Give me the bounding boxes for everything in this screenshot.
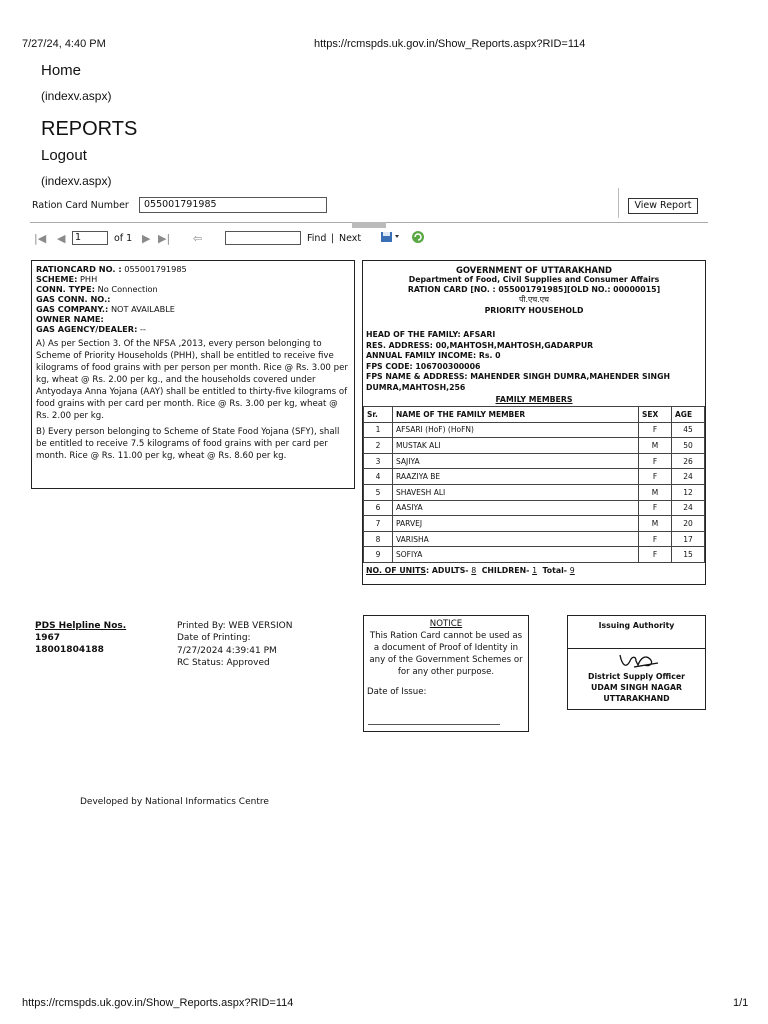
gas-agency-value: --	[139, 324, 146, 334]
conn-type-label: CONN. TYPE:	[36, 284, 96, 294]
find-separator: |	[331, 233, 335, 244]
issuing-state: UTTARAKHAND	[603, 694, 670, 703]
table-row	[364, 453, 705, 469]
units-summary	[363, 563, 705, 575]
member-sr: 2	[364, 438, 393, 454]
units-adults-value: 8	[471, 565, 477, 575]
member-name: SAJIYA	[393, 453, 639, 469]
home-link-url[interactable]: (indexv.aspx)	[41, 89, 112, 103]
footer-url: https://rcmspds.uk.gov.in/Show_Reports.aspx?RID=114	[22, 997, 294, 1009]
member-sr: 7	[364, 516, 393, 532]
scheme-label: SCHEME:	[36, 274, 78, 284]
member-sex: F	[639, 500, 672, 516]
member-age: 26	[672, 453, 705, 469]
member-sr: 1	[364, 422, 393, 438]
gas-company-value: NOT AVAILABLE	[110, 304, 175, 314]
member-sr: 6	[364, 500, 393, 516]
issuing-district: UDAM SINGH NAGAR	[591, 683, 682, 692]
notice-text: This Ration Card cannot be used as a document of Proof of Identity in any of the Government Schemes or for any other purpose.	[369, 631, 523, 677]
family-members-table	[363, 406, 705, 563]
scheme-value: PHH	[79, 274, 98, 284]
family-members-title: FAMILY MEMBERS	[495, 395, 573, 404]
first-page-icon[interactable]: |◀	[34, 232, 47, 245]
member-age: 12	[672, 484, 705, 500]
member-name: VARISHA	[393, 531, 639, 547]
gas-agency-label: GAS AGENCY/DEALER:	[36, 324, 138, 334]
helpline-number-1: 1967	[35, 633, 61, 643]
member-sr: 9	[364, 547, 393, 563]
units-total-value: 9	[569, 565, 575, 575]
table-row	[364, 531, 705, 547]
header-sex: SEX	[639, 407, 672, 423]
table-row	[364, 484, 705, 500]
member-name: SOFIYA	[393, 547, 639, 563]
member-sex: F	[639, 531, 672, 547]
find-link[interactable]: Find	[307, 233, 327, 244]
helpline-title: PDS Helpline Nos.	[35, 621, 127, 631]
member-age: 24	[672, 469, 705, 485]
department-title: Department of Food, Civil Supplies and Consumer Affairs	[408, 275, 660, 284]
ration-card-panel	[362, 260, 706, 585]
page-number-input[interactable]: 1	[72, 231, 108, 245]
table-row	[364, 547, 705, 563]
notice-title: NOTICE	[429, 619, 463, 629]
ration-card-number-line: RATION CARD [NO. : 055001791985][OLD NO.: 00000015]	[407, 285, 661, 294]
entitlement-para-b: B) Every person belonging to Scheme of State Food Yojana (SFY), shall be entitled to receive 7.5 kilograms of food grains with per card per month. Rice @ Rs. 11.00 per kg, wheat @ Rs. 8.60 per kg.	[36, 427, 340, 461]
helpline-block	[35, 620, 126, 656]
logout-link-url[interactable]: (indexv.aspx)	[41, 174, 112, 188]
issuing-authority-title: Issuing Authority	[568, 616, 705, 649]
owner-name-label: OWNER NAME:	[36, 314, 104, 324]
member-name: AFSARI (HoF) (HoFN)	[393, 422, 639, 438]
member-name: MUSTAK ALI	[393, 438, 639, 454]
member-age: 20	[672, 516, 705, 532]
ration-card-input[interactable]: 055001791985	[139, 197, 327, 213]
print-datetime: 7/27/24, 4:40 PM	[22, 38, 106, 50]
issuing-officer: District Supply Officer	[588, 672, 685, 681]
helpline-number-2: 18001804188	[35, 645, 104, 655]
member-sex: M	[639, 484, 672, 500]
page-count: of 1	[114, 233, 133, 244]
rationcard-value: 055001791985	[124, 264, 187, 274]
signature	[568, 649, 705, 671]
printed-by: Printed By: WEB VERSION	[177, 621, 293, 631]
member-sr: 8	[364, 531, 393, 547]
member-sex: F	[639, 469, 672, 485]
next-page-icon[interactable]: ▶	[142, 232, 151, 245]
date-of-issue-label: Date of Issue:	[367, 687, 427, 697]
refresh-icon[interactable]	[411, 230, 425, 247]
header-name: NAME OF THE FAMILY MEMBER	[393, 407, 639, 423]
date-of-issue-line	[368, 724, 500, 725]
units-total-label: Total-	[542, 565, 568, 575]
units-label: NO. OF UNITS	[366, 565, 427, 575]
member-name: AASIYA	[393, 500, 639, 516]
member-sex: M	[639, 516, 672, 532]
units-adults-label: : ADULTS-	[426, 565, 469, 575]
residence-address: RES. ADDRESS: 00,MAHTOSH,MAHTOSH,GADARPUR	[366, 340, 594, 350]
units-children-value: 1	[532, 565, 538, 575]
back-icon[interactable]: ⇦	[193, 232, 203, 245]
printing-date-label: Date of Printing:	[177, 633, 251, 644]
collapse-handle[interactable]	[352, 222, 386, 228]
member-sex: F	[639, 547, 672, 563]
member-sex: F	[639, 422, 672, 438]
find-input[interactable]	[225, 231, 301, 245]
member-age: 24	[672, 500, 705, 516]
printing-date-value: 7/27/2024 4:39:41 PM	[177, 645, 277, 656]
head-of-family: HEAD OF THE FAMILY: AFSARI	[366, 330, 496, 339]
fps-code: FPS CODE: 106700300006	[366, 361, 481, 371]
view-report-button[interactable]: View Report	[628, 198, 698, 214]
notice-box	[363, 615, 529, 732]
entitlement-para-a: A) As per Section 3. Of the NFSA ,2013, every person belonging to Scheme of Priority Households (PHH), shall be entitled to receive five kilograms of food grains with per person per month. Rice @ Rs. 3.00 per kg, wheat @ Rs. 2.00 per kg., and the households covered under Antyodaya Anna Yojana (AAY) shall be entitled to thirty-five kilograms of food grains with per card per month. Rice @ Rs. 3.00 per kg, wheat @ Rs. 2.00 per kg.	[36, 339, 348, 421]
logout-link[interactable]: Logout	[41, 147, 87, 164]
previous-page-icon[interactable]: ◀	[57, 232, 66, 245]
category-title: PRIORITY HOUSEHOLD	[484, 306, 584, 315]
rc-status: RC Status: Approved	[177, 657, 270, 668]
gas-conn-label: GAS CONN. NO.:	[36, 294, 111, 304]
table-header-row	[364, 407, 705, 423]
rationcard-label: RATIONCARD NO. :	[36, 264, 122, 274]
member-sr: 5	[364, 484, 393, 500]
member-name: SHAVESH ALI	[393, 484, 639, 500]
table-row	[364, 422, 705, 438]
developed-by: Developed by National Informatics Centre	[80, 797, 269, 807]
member-name: PARVEJ	[393, 516, 639, 532]
print-info-block	[177, 620, 292, 669]
footer-page: 1/1	[733, 997, 749, 1009]
report-toolbar	[30, 229, 710, 249]
member-age: 45	[672, 422, 705, 438]
header-age: AGE	[672, 407, 705, 423]
member-age: 15	[672, 547, 705, 563]
print-url: https://rcmspds.uk.gov.in/Show_Reports.aspx?RID=114	[314, 38, 586, 50]
member-sr: 3	[364, 453, 393, 469]
conn-type-value: No Connection	[97, 284, 158, 294]
units-children-label: CHILDREN-	[481, 565, 530, 575]
export-icon[interactable]	[380, 230, 400, 247]
annual-income: ANNUAL FAMILY INCOME: Rs. 0	[366, 351, 501, 360]
ration-card-label: Ration Card Number	[32, 200, 129, 211]
gas-company-label: GAS COMPANY.:	[36, 304, 109, 314]
member-sex: M	[639, 438, 672, 454]
card-details-panel	[31, 260, 355, 489]
header-sr: Sr.	[364, 407, 393, 423]
member-name: RAAZIYA BE	[393, 469, 639, 485]
government-title: GOVERNMENT OF UTTARAKHAND	[456, 265, 612, 275]
issuing-authority-box	[567, 615, 706, 710]
reports-link[interactable]: REPORTS	[41, 118, 138, 140]
member-sr: 4	[364, 469, 393, 485]
fps-name-address: FPS NAME & ADDRESS: MAHENDER SINGH DUMRA,MAHENDER SINGH DUMRA,MAHTOSH,256	[366, 372, 670, 392]
table-row	[364, 500, 705, 516]
category-hindi: पी.एच.एच	[519, 295, 549, 304]
divider	[618, 188, 619, 218]
member-sex: F	[639, 453, 672, 469]
next-link[interactable]: Next	[339, 233, 362, 244]
member-age: 50	[672, 438, 705, 454]
table-row	[364, 438, 705, 454]
table-row	[364, 469, 705, 485]
table-row	[364, 516, 705, 532]
member-age: 17	[672, 531, 705, 547]
last-page-icon[interactable]: ▶|	[158, 232, 171, 245]
home-link[interactable]: Home	[41, 62, 82, 79]
